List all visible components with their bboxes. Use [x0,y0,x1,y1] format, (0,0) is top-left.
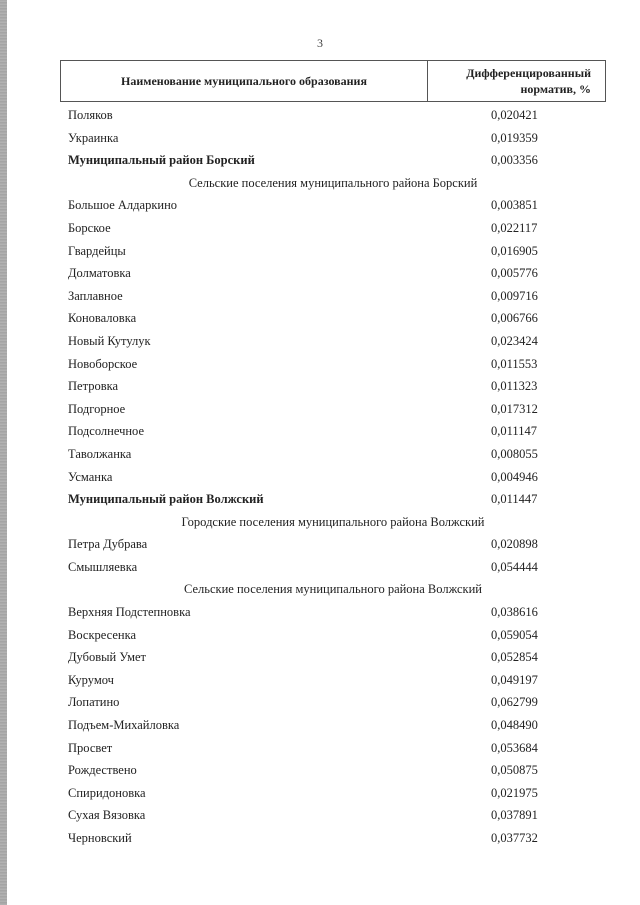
table-row [60,556,606,579]
municipality-name: Украинка [68,130,119,145]
municipality-name: Усманка [68,469,113,484]
municipality-name: Черновский [68,831,132,845]
table-body [60,104,606,850]
normative-value: 0,048490 [491,718,538,733]
normative-value: 0,052854 [491,650,538,665]
table-row [60,194,606,217]
municipality-name: Смышляевка [68,559,138,574]
table-row [60,601,606,624]
table-row [60,759,606,782]
normative-value: 0,020898 [491,537,538,552]
table-row [60,420,606,443]
table-row [60,307,606,330]
normative-value: 0,050875 [491,763,538,778]
municipality-name: Сухая Вязовка [68,808,146,823]
normative-value: 0,017312 [491,401,538,416]
table-row [60,398,606,421]
municipality-name: Долматовка [68,266,131,281]
normative-value: 0,011553 [491,356,538,371]
municipality-name: Верхняя Подстепновка [68,605,191,620]
normative-value: 0,021975 [491,785,538,800]
table-row [60,782,606,805]
table-row [60,827,606,850]
header-value-line2: норматив, % [520,82,591,96]
municipality-name: Таволжанка [68,446,132,461]
section-heading-row [60,511,606,534]
normative-value: 0,049197 [491,672,538,687]
table-row [60,443,606,466]
normative-value: 0,022117 [491,220,538,235]
municipality-name: Петра Дубрава [68,537,148,552]
normative-value: 0,005776 [491,266,538,281]
normative-value: 0,008055 [491,446,538,461]
municipality-name: Воскресенка [68,627,136,642]
normative-value: 0,011447 [491,492,538,507]
section-heading: Сельские поселения муниципального района Борский [188,175,478,190]
municipality-name: Подгорное [68,401,126,416]
table-row [60,217,606,240]
municipality-name: Муниципальный район Борский [68,153,255,168]
normative-value: 0,020421 [491,108,538,122]
municipality-name: Новый Кутулук [68,333,151,348]
section-heading-row [60,578,606,601]
table-row [60,104,606,127]
normative-value: 0,016905 [491,243,538,258]
normative-value: 0,003851 [491,198,538,213]
table-row [60,240,606,263]
normative-value: 0,054444 [491,559,538,574]
municipality-name: Гвардейцы [68,243,126,258]
table-row [60,691,606,714]
municipality-name: Спиридоновка [68,785,146,800]
normative-value: 0,006766 [491,311,538,326]
normative-value: 0,004946 [491,469,538,484]
municipality-name: Курумоч [68,672,114,687]
municipality-name: Подсолнечное [68,424,145,439]
section-heading: Городские поселения муниципального района Волжский [181,514,485,529]
normative-value: 0,037891 [491,808,538,823]
normative-value: 0,037732 [491,831,538,845]
normative-value: 0,011323 [491,379,538,394]
table-row [60,533,606,556]
municipality-name: Петровка [68,379,119,394]
normative-value: 0,003356 [491,153,538,168]
normative-value: 0,023424 [491,333,538,348]
normative-value: 0,059054 [491,627,538,642]
table-row [60,353,606,376]
normative-value: 0,009716 [491,288,538,303]
normative-value: 0,053684 [491,740,538,755]
municipality-name: Муниципальный район Волжский [68,492,264,507]
table-row [60,285,606,308]
table-header [60,60,606,102]
header-value-column [428,61,605,101]
municipality-name: Подъем-Михайловка [68,718,180,733]
table-row [60,646,606,669]
municipality-name: Просвет [68,740,113,755]
municipality-name: Заплавное [68,288,123,303]
section-heading: Сельские поселения муниципального района Волжский [183,582,482,597]
section-heading-row [60,172,606,195]
normative-value: 0,038616 [491,605,538,620]
header-name-column: Наименование муниципального образования [61,61,428,101]
scan-edge [0,0,7,905]
table-row [60,330,606,353]
table-row [60,262,606,285]
normative-value: 0,062799 [491,695,538,710]
header-value-line1: Дифференцированный [466,66,591,80]
table-row [60,375,606,398]
table-row [60,737,606,760]
table-row [60,714,606,737]
normative-value: 0,011147 [491,424,537,439]
table-row [60,669,606,692]
municipality-name: Лопатино [68,695,120,710]
table-row [60,624,606,647]
table-row [60,127,606,150]
district-row [60,149,606,172]
municipality-name: Дубовый Умет [68,650,147,665]
table-row [60,804,606,827]
municipality-name: Борское [68,220,111,235]
district-row [60,488,606,511]
page-number: 3 [317,36,323,50]
normative-value: 0,019359 [491,130,538,145]
municipality-name: Рождествено [68,763,137,778]
municipality-name: Коноваловка [68,311,137,326]
municipality-name: Большое Алдаркино [68,198,178,213]
municipality-name: Поляков [68,108,113,122]
municipality-name: Новоборское [68,356,138,371]
table-row [60,466,606,489]
